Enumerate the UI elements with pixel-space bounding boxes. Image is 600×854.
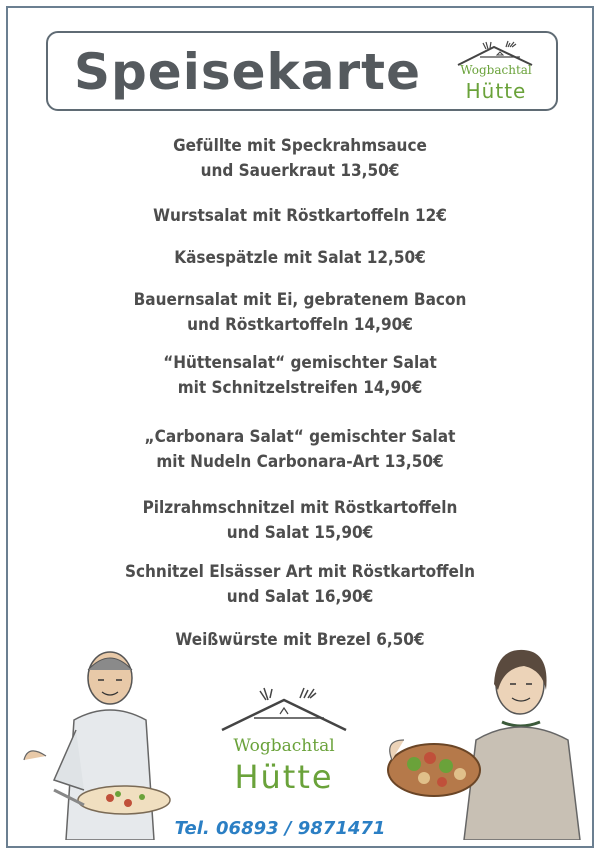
phone-number: Tel. 06893 / 9871471 bbox=[174, 818, 386, 839]
menu-item-line: Käsespätzle mit Salat 12,50€ bbox=[174, 248, 426, 268]
header-box bbox=[46, 31, 558, 111]
page-title: Speisekarte bbox=[74, 43, 421, 101]
header-logo bbox=[446, 37, 546, 109]
menu-item-line: Bauernsalat mit Ei, gebratenem Bacon bbox=[133, 290, 467, 310]
menu-item-line: “Hüttensalat“ gemischter Salat bbox=[163, 353, 437, 373]
menu-item bbox=[0, 204, 600, 229]
menu-item-line: mit Schnitzelstreifen 14,90€ bbox=[177, 378, 423, 398]
menu-item-line: und Sauerkraut 13,50€ bbox=[200, 161, 400, 181]
hut-roof-antlers-logo-icon bbox=[214, 684, 354, 734]
menu-item bbox=[0, 496, 600, 546]
logo-line2: Hütte bbox=[234, 758, 334, 796]
menu-item-line: Pilzrahmschnitzel mit Röstkartoffeln bbox=[142, 498, 458, 518]
logo-line1: Wogbachtal bbox=[233, 736, 335, 756]
menu-item-line: und Salat 15,90€ bbox=[226, 523, 374, 543]
menu-item-line: „Carbonara Salat“ gemischter Salat bbox=[144, 427, 456, 447]
logo-line2: Hütte bbox=[465, 79, 527, 103]
footer-logo bbox=[214, 684, 354, 810]
menu-item-line: mit Nudeln Carbonara-Art 13,50€ bbox=[156, 452, 444, 472]
menu-item-line: Wurstsalat mit Röstkartoffeln 12€ bbox=[153, 206, 447, 226]
chef-with-pizza-illustration bbox=[14, 640, 174, 840]
menu-item-line: Schnitzel Elsässer Art mit Röstkartoffeln bbox=[124, 562, 476, 582]
menu-item-line: und Salat 16,90€ bbox=[226, 587, 374, 607]
menu-item bbox=[0, 425, 600, 475]
logo-line1: Wogbachtal bbox=[460, 63, 532, 77]
menu-item bbox=[0, 560, 600, 610]
woman-with-platter-illustration bbox=[384, 640, 590, 840]
menu-item-line: und Röstkartoffeln 14,90€ bbox=[187, 315, 413, 335]
menu-item bbox=[0, 351, 600, 401]
menu-item bbox=[0, 134, 600, 184]
menu-item bbox=[0, 246, 600, 271]
menu-item bbox=[0, 288, 600, 338]
menu-item-line: Weißwürste mit Brezel 6,50€ bbox=[175, 630, 425, 650]
menu-item-line: Gefüllte mit Speckrahmsauce bbox=[173, 136, 427, 156]
